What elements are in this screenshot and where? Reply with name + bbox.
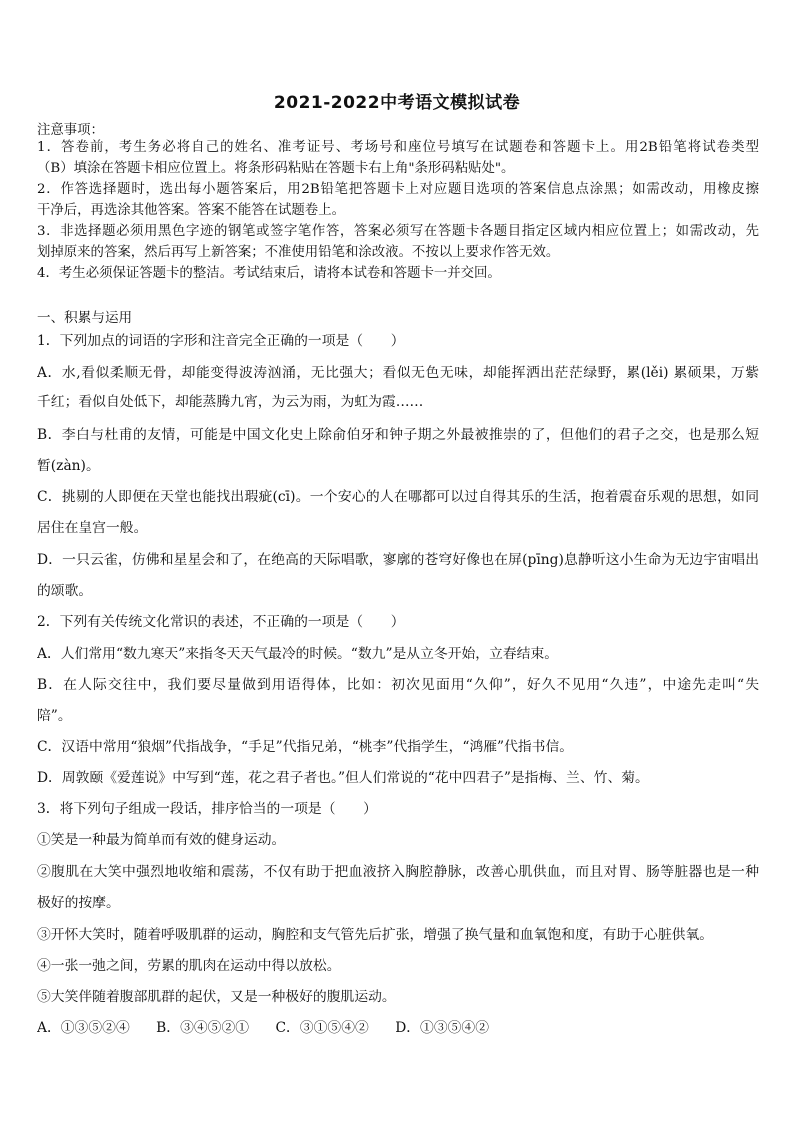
notice-line: 2．作答选择题时，选出每小题答案后，用2B铅笔把答题卡上对应题目选项的答案信息点涂黑；如需改动，用橡皮擦 [37,182,759,197]
option-line: A．水,看似柔顺无骨，却能变得波涛汹涌，无比强大；看似无色无味，却能挥洒出茫茫绿野，累(lěi) 累硕果，万紫 [37,365,759,381]
option-c: C．③①⑤④② [275,1020,369,1036]
option-line: 陪”。 [37,708,72,724]
option-line: 居住在皇宫一般。 [37,520,148,536]
sentence-line: ①笑是一种最为简单而有效的健身运动。 [37,832,286,848]
option-line: B．李白与杜甫的友情，可能是中国文化史上除俞伯牙和钟子期之外最被推崇的了，但他们的君子之交，也是那么短 [37,427,759,443]
notice-line: 干净后，再选涂其他答案。答案不能答在试题卷上。 [37,203,345,218]
option-a: A．①③⑤②④ [37,1020,130,1036]
answer-options [37,1018,759,1038]
sentence-line: ③开怀大笑时，随着呼吸肌群的运动，胸腔和支气管先后扩张，增强了换气量和血氧饱和度，有助于心脏供氧。 [37,927,714,943]
sentence-line: ④一张一弛之间，劳累的肌肉在运动中得以放松。 [37,958,341,974]
sentence-line: ⑤大笑伴随着腹部肌群的起伏，又是一种极好的腹肌运动。 [37,989,396,1005]
option-line: 暂(zàn)。 [37,458,100,474]
question-stem: 3．将下列句子组成一段话，排序恰当的一项是（ ） [37,801,377,817]
notice-line: 4．考生必须保证答题卡的整洁。考试结束后，请将本试卷和答题卡一并交回。 [37,266,501,281]
question-stem: 2．下列有关传统文化常识的表述，不正确的一项是（ ） [37,614,405,630]
option-line: 千红；看似自处低下，却能蒸腾九宵，为云为雨，为虹为霞…… [37,394,424,410]
option-line: D．周敦颐《爱莲说》中写到“莲，花之君子者也。”但人们常说的“花中四君子”是指梅、兰、竹、菊。 [37,770,649,786]
option-line: 的颂歌。 [37,583,93,599]
section-heading: 一、积累与运用 [37,310,133,326]
notice-line: 3．非选择题必须用黑色字迹的钢笔或签字笔作答，答案必须写在答题卡各题目指定区域内相应位置上；如需改动，先 [37,224,759,239]
notice-heading: 注意事项： [37,123,104,138]
option-line: C．挑剔的人即便在天堂也能找出瑕疵(cī)。一个安心的人在哪都可以过自得其乐的生活，抱着震奋乐观的思想，如同 [37,489,759,505]
option-line: C．汉语中常用“狼烟”代指战争，“手足”代指兄弟，“桃李”代指学生，“鸿雁”代指书信。 [37,739,574,755]
notice-line: （B）填涂在答题卡相应位置上。将条形码粘贴在答题卡右上角"条形码粘贴处"。 [37,161,515,176]
option-d: D．①③⑤④② [395,1020,490,1036]
option-line: B．在人际交往中，我们要尽量做到用语得体，比如：初次见面用“久仰”，好久不见用“久违”，中途先走叫“失 [37,677,759,693]
notice-line: 划掉原来的答案，然后再写上新答案；不准使用铅笔和涂改液。不按以上要求作答无效。 [37,245,560,260]
sentence-line: 极好的按摩。 [37,895,120,911]
page-title: 2021-2022中考语文模拟试卷 [273,93,521,113]
option-b: B．③④⑤②① [156,1020,250,1036]
option-line: D．一只云雀，仿佛和星星会和了，在绝高的天际唱歌，寥廓的苍穹好像也在屏(pīng)息静听这小生命为无边宇宙唱出 [37,552,759,568]
sentence-line: ②腹肌在大笑中强烈地收缩和震荡，不仅有助于把血液挤入胸腔静脉，改善心肌供血，而且对胃、肠等脏器也是一种 [37,864,759,880]
notice-line: 1．答卷前，考生务必将自己的姓名、准考证号、考场号和座位号填写在试题卷和答题卡上。用2B铅笔将试卷类型 [37,140,759,155]
option-line: A．人们常用“数九寒天”来指冬天天气最冷的时候。“数九”是从立冬开始，立春结束。 [37,646,559,662]
question-stem: 1．下列加点的词语的字形和注音完全正确的一项是（ ） [37,333,405,349]
